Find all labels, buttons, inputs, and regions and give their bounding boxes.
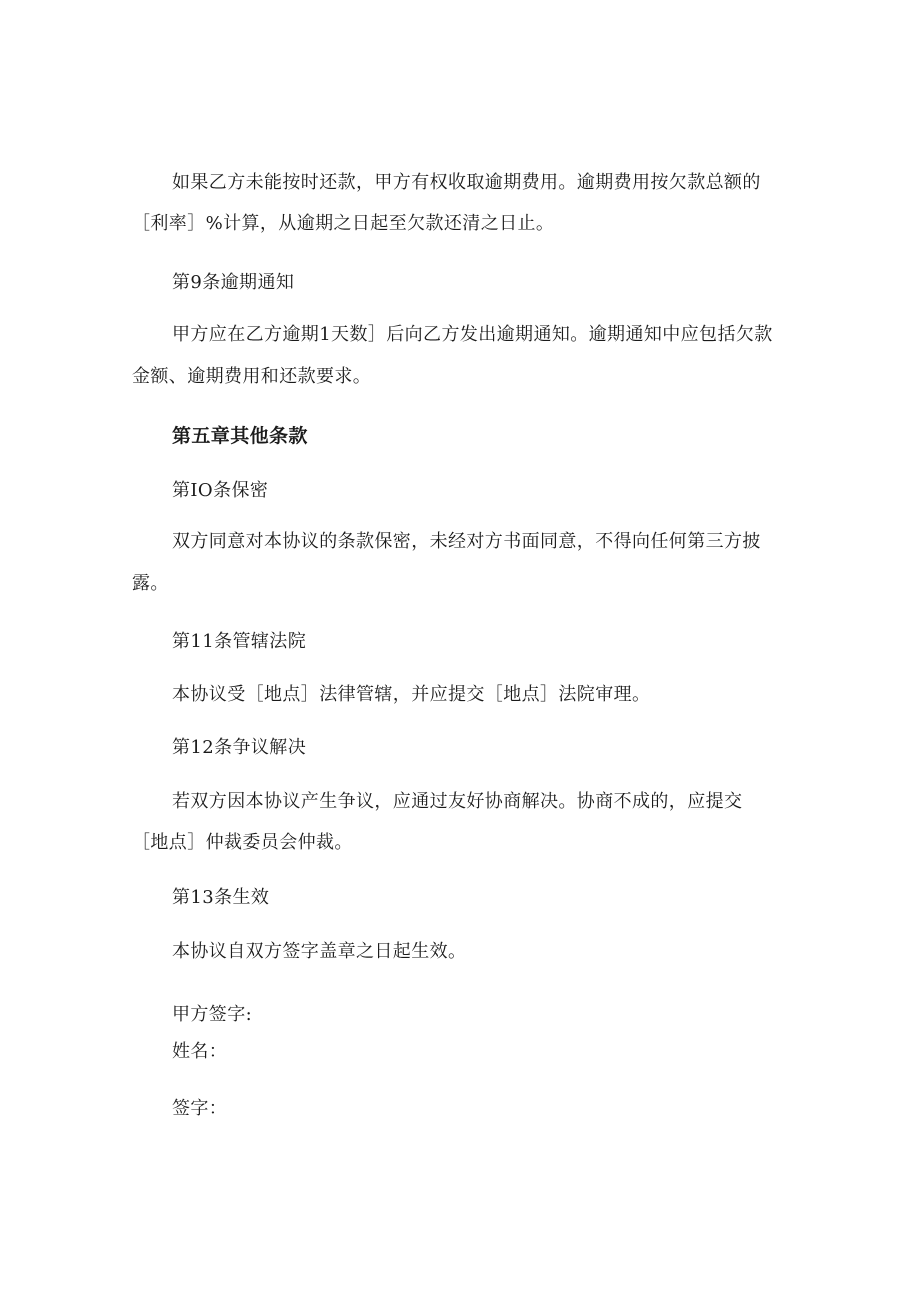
overdue-fee-paragraph-line-1: 如果乙方未能按时还款，甲方有权收取逾期费用。逾期费用按欠款总额的	[172, 172, 761, 193]
article-10-title: 第IO条保密	[172, 480, 269, 501]
chapter-5-heading: 第五章其他条款	[172, 425, 308, 447]
article-13-title: 第13条生效	[172, 887, 270, 908]
article-13-paragraph-line-1: 本协议自双方签字盖章之日起生效。	[172, 941, 467, 962]
article-9-title: 第9条逾期通知	[172, 272, 295, 293]
article-10-paragraph-line-1: 双方同意对本协议的条款保密，未经对方书面同意，不得向任何第三方披	[172, 531, 761, 552]
signature-label: 签字：	[172, 1098, 228, 1119]
article-12-title: 第12条争议解决	[172, 737, 307, 758]
article-9-paragraph-line-2: 金额、逾期费用和还款要求。	[132, 366, 372, 387]
article-11-title: 第11条管辖法院	[172, 631, 307, 652]
article-10-paragraph-line-2: 露。	[132, 573, 169, 594]
article-11-paragraph-line-1: 本协议受［地点］法律管辖，并应提交［地点］法院审理。	[172, 684, 651, 705]
name-label: 姓名：	[172, 1041, 228, 1062]
overdue-fee-paragraph-line-2: ［利率］%计算，从逾期之日起至欠款还清之日止。	[132, 213, 555, 234]
article-9-paragraph-line-1: 甲方应在乙方逾期1天数］后向乙方发出逾期通知。逾期通知中应包括欠款	[172, 324, 773, 345]
party-a-signature-label: 甲方签字:	[172, 1004, 253, 1025]
article-12-paragraph-line-1: 若双方因本协议产生争议，应通过友好协商解决。协商不成的，应提交	[172, 791, 743, 812]
article-12-paragraph-line-2: ［地点］仲裁委员会仲裁。	[132, 832, 353, 853]
